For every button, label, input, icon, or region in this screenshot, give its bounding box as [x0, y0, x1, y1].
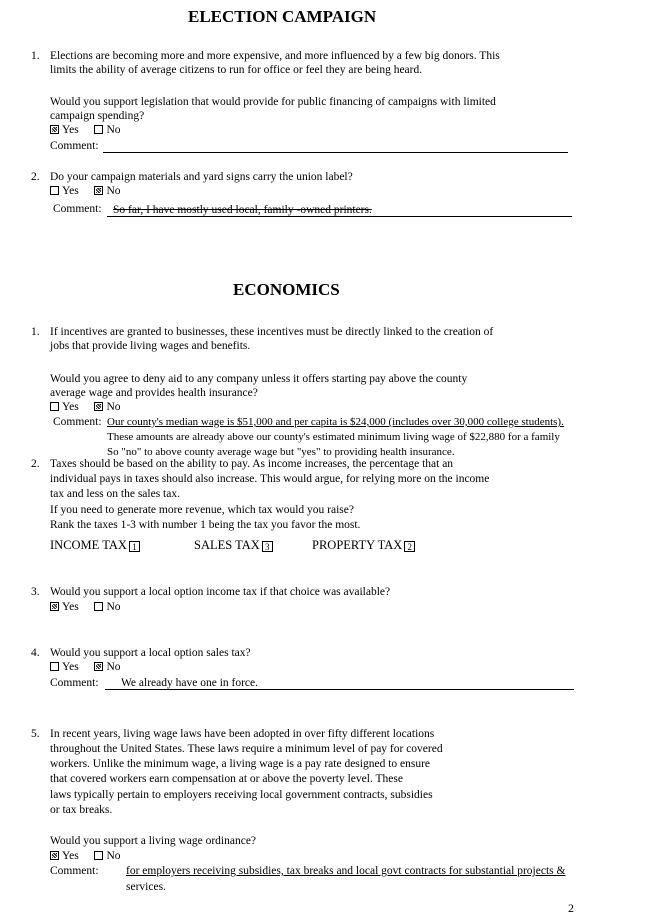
comment-text: Our county's median wage is $51,000 and per capita is $24,000 (includes over 30,000 college students). — [107, 416, 564, 428]
yes-checkbox[interactable] — [50, 851, 59, 860]
question-number: 3. — [31, 586, 40, 598]
no-label: No — [106, 185, 121, 197]
question-text: laws typically pertain to employers receiving local government contracts, subsidies — [50, 789, 433, 801]
question-number: 5. — [31, 728, 40, 740]
sales-tax-rank[interactable]: 3 — [262, 541, 273, 552]
yes-checkbox[interactable] — [50, 662, 59, 671]
comment-label: Comment: — [50, 140, 99, 152]
answer-options — [50, 600, 121, 614]
no-label: No — [106, 401, 121, 413]
question-text: jobs that provide living wages and benefits. — [50, 340, 251, 352]
no-label: No — [106, 850, 121, 862]
no-checkbox[interactable] — [94, 851, 103, 860]
question-text: tax and less on the sales tax. — [50, 488, 180, 500]
question-text: If you need to generate more revenue, which tax would you raise? — [50, 504, 354, 516]
question-text: or tax breaks. — [50, 804, 113, 816]
tax-rank-sales — [194, 538, 273, 552]
section-title-economics: ECONOMICS — [233, 280, 340, 299]
yes-label: Yes — [62, 185, 79, 197]
property-tax-rank[interactable]: 2 — [404, 541, 415, 552]
no-checkbox[interactable] — [94, 662, 103, 671]
no-label: No — [106, 124, 121, 136]
no-label: No — [106, 601, 121, 613]
question-text: campaign spending? — [50, 110, 145, 122]
yes-label: Yes — [62, 124, 79, 136]
question-text: If incentives are granted to businesses, these incentives must be directly linked to the creation of — [50, 326, 494, 338]
sales-tax-label: SALES TAX — [194, 538, 260, 552]
section-title-election: ELECTION CAMPAIGN — [188, 7, 377, 26]
question-text: Would you support a local option income tax if that choice was available? — [50, 586, 391, 598]
question-text: Rank the taxes 1-3 with number 1 being the tax you favor the most. — [50, 519, 361, 531]
question-number: 2. — [31, 171, 40, 183]
yes-checkbox[interactable] — [50, 602, 59, 611]
comment-text: for employers receiving subsidies, tax breaks and local govt contracts for substantial projects & — [126, 865, 566, 877]
answer-options — [50, 400, 121, 414]
yes-label: Yes — [62, 601, 79, 613]
question-text: average wage and provides health insurance? — [50, 387, 258, 399]
question-text: individual pays in taxes should also increase. This would argue, for relying more on the income — [50, 473, 490, 485]
comment-line[interactable] — [103, 152, 568, 153]
comment-label: Comment: — [53, 416, 102, 428]
no-label: No — [106, 661, 121, 673]
comment-text: We already have one in force. — [121, 677, 259, 689]
no-checkbox[interactable] — [94, 402, 103, 411]
question-text: that covered workers earn compensation at or above the poverty level. These — [50, 773, 403, 785]
question-number: 2. — [31, 458, 40, 470]
comment-label: Comment: — [50, 865, 99, 877]
answer-options — [50, 123, 121, 137]
tax-rank-income — [50, 538, 140, 552]
comment-text: These amounts are already above our county's estimated minimum living wage of $22,880 for a family — [107, 431, 560, 443]
question-number: 1. — [31, 326, 40, 338]
answer-options — [50, 184, 121, 198]
income-tax-label: INCOME TAX — [50, 538, 127, 552]
yes-label: Yes — [62, 401, 79, 413]
question-text: limits the ability of average citizens to run for office or feel they are being heard. — [50, 64, 423, 76]
comment-line[interactable] — [107, 216, 572, 217]
question-number: 4. — [31, 647, 40, 659]
question-text: Would you agree to deny aid to any company unless it offers starting pay above the county — [50, 373, 468, 385]
yes-label: Yes — [62, 661, 79, 673]
answer-options — [50, 849, 121, 863]
yes-checkbox[interactable] — [50, 125, 59, 134]
question-text: Taxes should be based on the ability to pay. As income increases, the percentage that an — [50, 458, 454, 470]
question-text: Elections are becoming more and more expensive, and more influenced by a few big donors. This — [50, 50, 500, 62]
page-number: 2 — [568, 901, 574, 915]
question-number: 1. — [31, 50, 40, 62]
yes-label: Yes — [62, 850, 79, 862]
no-checkbox[interactable] — [94, 186, 103, 195]
comment-line[interactable] — [105, 689, 574, 690]
question-text: Do your campaign materials and yard signs carry the union label? — [50, 171, 353, 183]
comment-text: So far, I have mostly used local, family -owned printers. — [113, 204, 372, 216]
question-text: Would you support a local option sales tax? — [50, 647, 251, 659]
no-checkbox[interactable] — [94, 602, 103, 611]
question-text: workers. Unlike the minimum wage, a living wage is a pay rate designed to ensure — [50, 758, 431, 770]
tax-rank-property — [312, 538, 415, 552]
no-checkbox[interactable] — [94, 125, 103, 134]
comment-text: So "no" to above county average wage but "yes" to providing health insurance. — [107, 446, 455, 458]
comment-label: Comment: — [50, 677, 99, 689]
yes-checkbox[interactable] — [50, 402, 59, 411]
comment-label: Comment: — [53, 203, 102, 215]
income-tax-rank[interactable]: 1 — [129, 541, 140, 552]
comment-text: services. — [126, 881, 166, 893]
answer-options — [50, 660, 121, 674]
question-text: Would you support legislation that would provide for public financing of campaigns with limited — [50, 96, 496, 108]
property-tax-label: PROPERTY TAX — [312, 538, 403, 552]
question-text: In recent years, living wage laws have been adopted in over fifty different locations — [50, 728, 435, 740]
question-text: Would you support a living wage ordinance? — [50, 835, 257, 847]
question-text: throughout the United States. These laws require a minimum level of pay for covered — [50, 743, 443, 755]
yes-checkbox[interactable] — [50, 186, 59, 195]
